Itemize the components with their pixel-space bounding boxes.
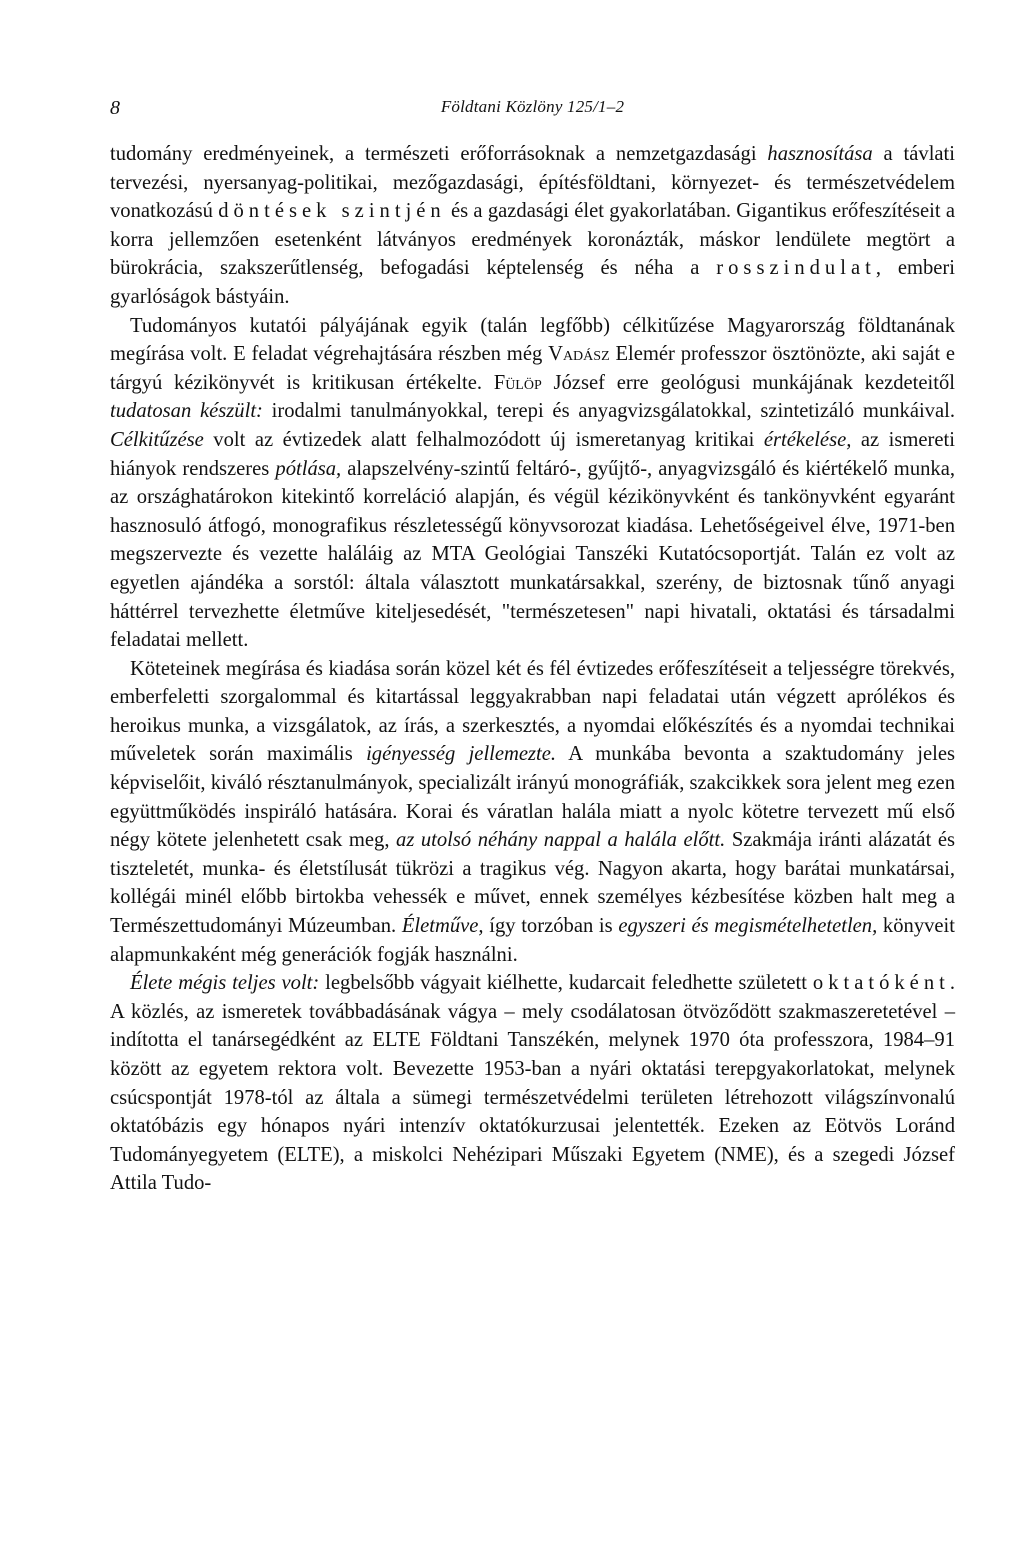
- text-run: Fülöp: [493, 371, 542, 394]
- paragraph-2: [110, 312, 955, 655]
- text-run: igényesség jellemezte.: [366, 743, 557, 766]
- text-run: Célkitűzése: [110, 428, 204, 451]
- text-run: József erre geológusi munkájának kezdeteitől: [541, 371, 955, 394]
- running-header: [110, 97, 955, 123]
- text-run: a távlati tervezési, nyersanyag-politikai, mezőgazdasági, építésföldtani, környezet- és természetvédelem vonatkozású: [110, 143, 955, 223]
- text-run: az utolsó néhány nappal a halála előtt.: [396, 829, 726, 852]
- text-run: egyszeri és megismételhetetlen,: [618, 915, 878, 938]
- text-run: hasznosítása: [767, 143, 873, 165]
- text-run: értékelése,: [763, 428, 852, 451]
- text-run: Szakmája iránti alázatát és tiszteletét, munka- és életstílusát tükrözi a tragikus vég. Nagyon akarta, hogy barátai munkatársai, kollégái minél előbb birtokba vehessék e művet, ennek személyes kézbesítése közben halt meg a Természettudományi Múzeumban.: [110, 829, 955, 938]
- journal-title: Földtani Közlöny 125/1–2: [440, 97, 625, 116]
- text-run: Elemér professzor ösztönözte, aki saját e tárgyú kézikönyvét is kritikusan értékelte.: [110, 343, 955, 394]
- text-run: . A közlés, az ismeretek továbbadásának vágya – mely csodálatosan ötvöződött szakmaszeretetével – indította el tanársegédként az ELTE Földtani Tanszékén, melynek 1970 óta professzora, 1984–91 között az egyetem rektora volt. Bevezette 1953-ban a nyári oktatási terepgyakorlatokat, melynek csúcspontját 1978-tól az általa a sümegi természetvédelmi területen létrehozott világszínvonalú oktatóbázis egy hónapos nyári intenzív oktatókurzusai jelentették. Ezeken az Eötvös Loránd Tudományegyetem (ELTE), a miskolci Nehézipari Műszaki Egyetem (NME), és a szegedi József Attila Tudo-: [110, 972, 955, 1195]
- text-run: Életműve,: [401, 915, 484, 938]
- text-run: Vadász: [548, 343, 610, 366]
- text-run: az ismereti hiányok rendszeres: [110, 428, 955, 480]
- text-run: tudomány eredményeinek, a természeti erőforrásoknak a nemzetgazdasági: [110, 143, 768, 165]
- paragraph-1: [110, 140, 955, 312]
- text-run: Köteteinek megírása és kiadása során közel két és fél évtizedes erőfeszítéseit a teljességre törekvés, emberfeletti szorgalommal és kitartással leggyakrabban napi feladatai után végzett aprólékos és heroikus munka, a vizsgálatok, az írás, a szerkesztés, a nyomdai előkészítés és a nyomdai technikai műveletek során maximális: [110, 657, 955, 766]
- text-run: pótlása,: [275, 457, 342, 480]
- text-run: volt az évtizedek alatt felhalmozódott új ismeretanyag kritikai: [203, 428, 764, 451]
- paragraph-3: [110, 655, 955, 970]
- text-run: oktatóként: [812, 972, 950, 995]
- text-run: Tudományos kutatói pályájának egyik (talán legfőbb) célkitűzése Magyarország földtanának megírása volt. E feladat végrehajtására részben még: [110, 314, 955, 366]
- text-run: így torzóban is: [483, 915, 619, 938]
- text-run: és a gazdasági élet gyakorlatában. Gigantikus erőfeszítéseit a korra jellemzően esetenként látványos eredmények koronázták, máskor lendülete megtört a bürokrácia, szakszerűtlenség, befogadási képtelenség és néha a: [110, 200, 955, 280]
- text-run: tudatosan készült:: [110, 400, 263, 423]
- page-number: 8: [110, 97, 120, 119]
- text-run: könyveit alapmunkaként még generációk fogják használni.: [110, 915, 955, 966]
- text-run: , emberi gyarlóságok bástyáin.: [110, 257, 955, 308]
- text-run: legbelsőbb vágyait kiélhette, kudarcait feledhette született: [319, 972, 813, 995]
- text-run: rosszindulat: [716, 257, 876, 280]
- paragraph-4: [110, 969, 955, 1198]
- text-run: döntések szintjén: [218, 200, 446, 223]
- article-body: [110, 140, 955, 1198]
- text-run: Élete mégis teljes volt:: [130, 972, 320, 995]
- text-run: A munkába bevonta a szaktudomány jeles képviselőit, kiváló résztanulmányok, specializált irányú monográfiák, szakcikkek sora jelent meg ezen együttműködés inspiráló hatására. Korai és váratlan halála miatt a nyolc kötetre tervezett mű első négy kötete jelenhetett csak meg,: [110, 743, 955, 852]
- text-run: alapszelvény-szintű feltáró-, gyűjtő-, anyagvizsgáló és kiértékelő munka, az országhatárokon kitekintő korreláció alapján, és végül kézikönyvként és tankönyvként egyaránt hasznosuló átfogó, monografikus részletességű könyvsorozat kiadása. Lehetőségeivel élve, 1971-ben megszervezte és vezette haláláig az MTA Geológiai Tanszéki Kutatócsoportját. Talán ez volt az egyetlen ajándéka a sorstól: általa választott munkatársakkal, szerény, de biztosnak tűnő anyagi háttérrel tervezhette életműve kiteljesedését, "természetesen" napi hivatali, oktatási és társadalmi feladatai mellett.: [110, 457, 955, 652]
- text-run: irodalmi tanulmányokkal, terepi és anyagvizsgálatokkal, szintetizáló munkáival.: [262, 400, 955, 423]
